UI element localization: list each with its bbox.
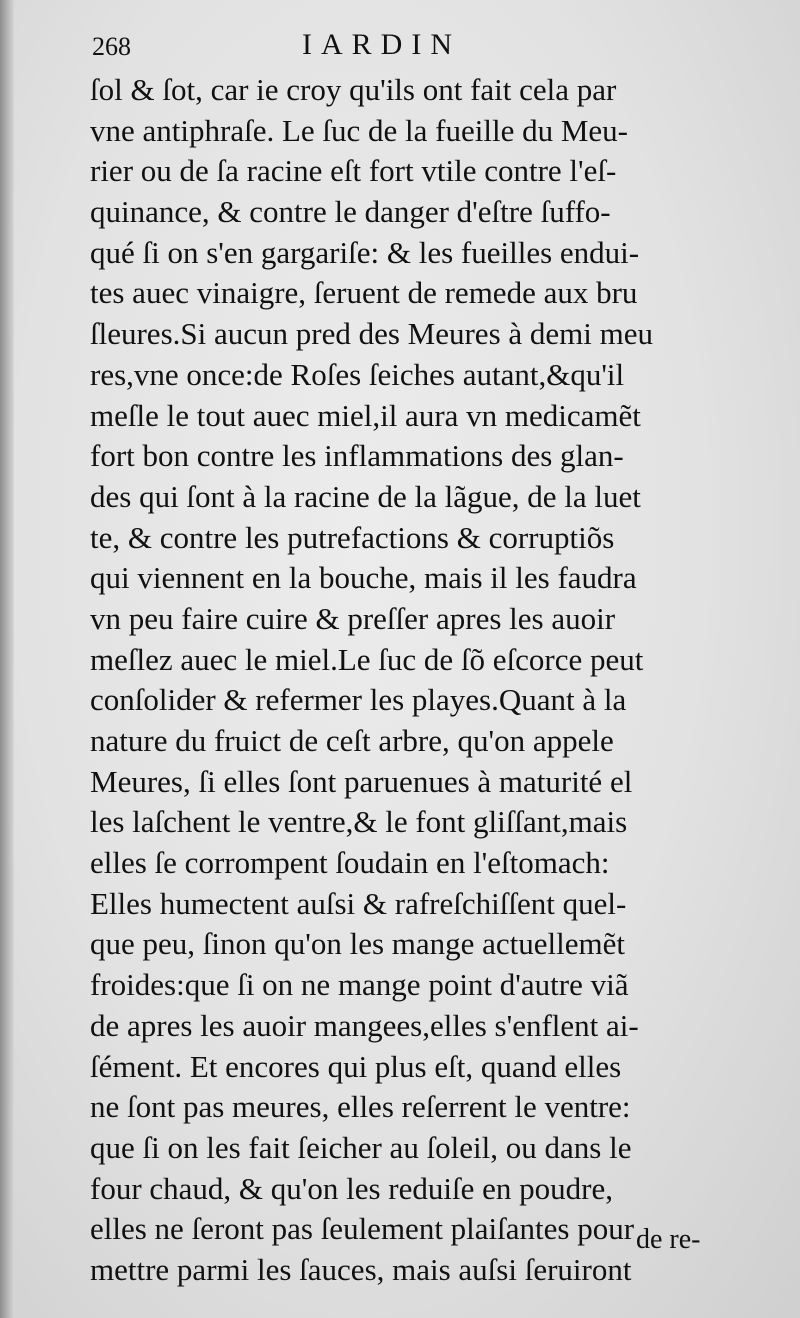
text-line: que peu, ſinon qu'on les mange actuellemẽt: [90, 926, 626, 962]
text-line: les laſchent le ventre,& le font gliſſant,mais: [90, 804, 628, 840]
page-number: 268: [92, 32, 131, 61]
text-line: de apres les auoir mangees,elles s'enflent ai-: [90, 1007, 639, 1043]
body-text: [90, 70, 720, 1291]
running-title: IARDIN: [302, 28, 461, 61]
text-line: elles ne ſeront pas ſeulement plaiſantes pour: [90, 1211, 635, 1247]
text-line: vn peu faire cuire & preſſer apres les auoir: [90, 600, 616, 636]
text-line: quinance, & contre le danger d'eſtre ſuffo-: [90, 194, 611, 230]
page-gutter-shadow: [0, 0, 14, 1318]
text-line: froides:que ſi on ne mange point d'autre viã: [90, 967, 629, 1003]
text-line: qué ſi on s'en gargariſe: & les fueilles endui-: [90, 234, 640, 270]
text-line: meſlez auec le miel.Le ſuc de ſõ eſcorce peut: [90, 641, 644, 677]
page-header: [92, 26, 712, 66]
text-line: tes auec vinaigre, ſeruent de remede aux bru: [90, 275, 638, 311]
text-line: nature du fruict de ceſt arbre, qu'on appele: [90, 723, 614, 758]
text-line: te, & contre les putrefactions & corruptiõs: [90, 519, 615, 555]
text-line: qui viennent en la bouche, mais il les faudra: [90, 560, 637, 596]
text-line: mettre parmi les ſauces, mais auſsi ſeruiront: [90, 1251, 632, 1287]
text-line: meſle le tout auec miel,il aura vn medicamẽt: [90, 397, 641, 433]
text-line: ſol & ſot, car ie croy qu'ils ont fait cela par: [90, 72, 617, 107]
text-line: ſleures.Si aucun pred des Meures à demi meu: [90, 316, 653, 352]
text-line: res,vne once:de Roſes ſeiches autant,&qu'il: [90, 356, 625, 392]
text-line: fort bon contre les inflammations des glan-: [90, 438, 624, 474]
text-line: des qui ſont à la racine de la lãgue, de la luet: [90, 478, 641, 514]
text-line: Elles humectent auſsi & rafreſchiſſent quel-: [90, 885, 627, 921]
text-line: Meures, ſi elles ſont paruenues à maturité el: [90, 763, 633, 799]
text-line: rier ou de ſa racine eſt fort vtile contre l'eſ-: [90, 153, 617, 189]
text-line: four chaud, & qu'on les reduiſe en poudre,: [90, 1170, 613, 1206]
text-line: ne ſont pas meures, elles reſerrent le ventre:: [90, 1089, 631, 1125]
catchword: de re-: [636, 1224, 701, 1255]
text-line: conſolider & refermer les playes.Quant à la: [90, 682, 627, 718]
text-line: vne antiphraſe. Le ſuc de la fueille du Meu-: [90, 112, 628, 148]
text-line: elles ſe corrompent ſoudain en l'eſtomach:: [90, 845, 610, 881]
text-line: ſément. Et encores qui plus eſt, quand elles: [90, 1048, 622, 1084]
text-line: que ſi on les fait ſeicher au ſoleil, ou dans le: [90, 1129, 632, 1165]
